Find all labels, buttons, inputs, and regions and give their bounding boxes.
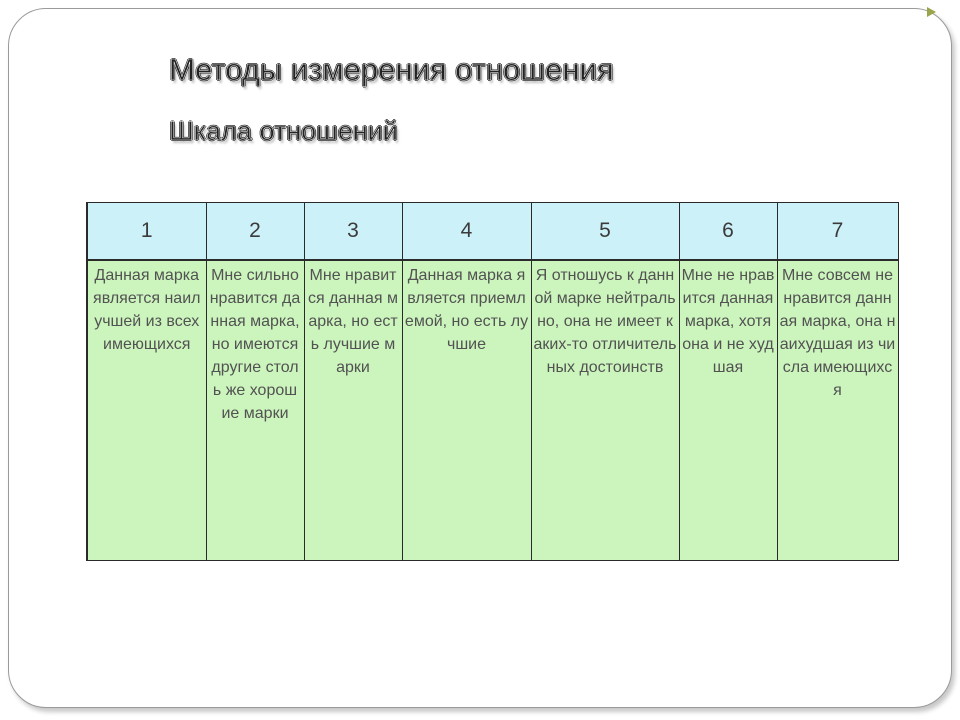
scale-description-7 xyxy=(777,260,898,561)
table-header-row xyxy=(87,203,898,261)
description-text-5: Я отношусь к данной марке нейтрально, она не имеет каких-то отличительных достоинств xyxy=(533,267,677,376)
scale-point-header-7: 7 xyxy=(777,203,898,261)
description-text-6: Мне не нравится данная марка, хотя она и не худшая xyxy=(681,267,775,376)
scale-description-3 xyxy=(304,260,402,561)
table-row xyxy=(87,260,898,561)
description-text-7: Мне совсем не нравится данная марка, она наихудшая из числа имеющихся xyxy=(779,267,896,399)
scale-point-header-1: 1 xyxy=(87,203,206,261)
scale-point-header-6: 6 xyxy=(679,203,777,261)
scale-description-2 xyxy=(206,260,304,561)
scale-description-6 xyxy=(679,260,777,561)
scale-description-4 xyxy=(402,260,531,561)
description-text-1: Данная марка является наилучшей из всех имеющихся xyxy=(93,267,201,353)
scale-point-header-3: 3 xyxy=(304,203,402,261)
slide-bullet-icon xyxy=(927,7,936,17)
scale-point-header-2: 2 xyxy=(206,203,304,261)
scale-description-1 xyxy=(87,260,206,561)
scale-point-header-5: 5 xyxy=(531,203,679,261)
description-text-4: Данная марка является приемлемой, но есть лучшие xyxy=(404,267,529,353)
scale-point-header-4: 4 xyxy=(402,203,531,261)
attitude-scale-table xyxy=(86,202,899,561)
description-text-3: Мне нравится данная марка, но есть лучшие марки xyxy=(307,267,399,376)
scale-description-5 xyxy=(531,260,679,561)
slide-title: Методы измерения отношения xyxy=(169,52,614,87)
description-text-2: Мне сильно нравится данная марка, но имеются другие столь же хорошие марки xyxy=(209,267,301,422)
slide-subtitle: Шкала отношений xyxy=(169,116,398,146)
